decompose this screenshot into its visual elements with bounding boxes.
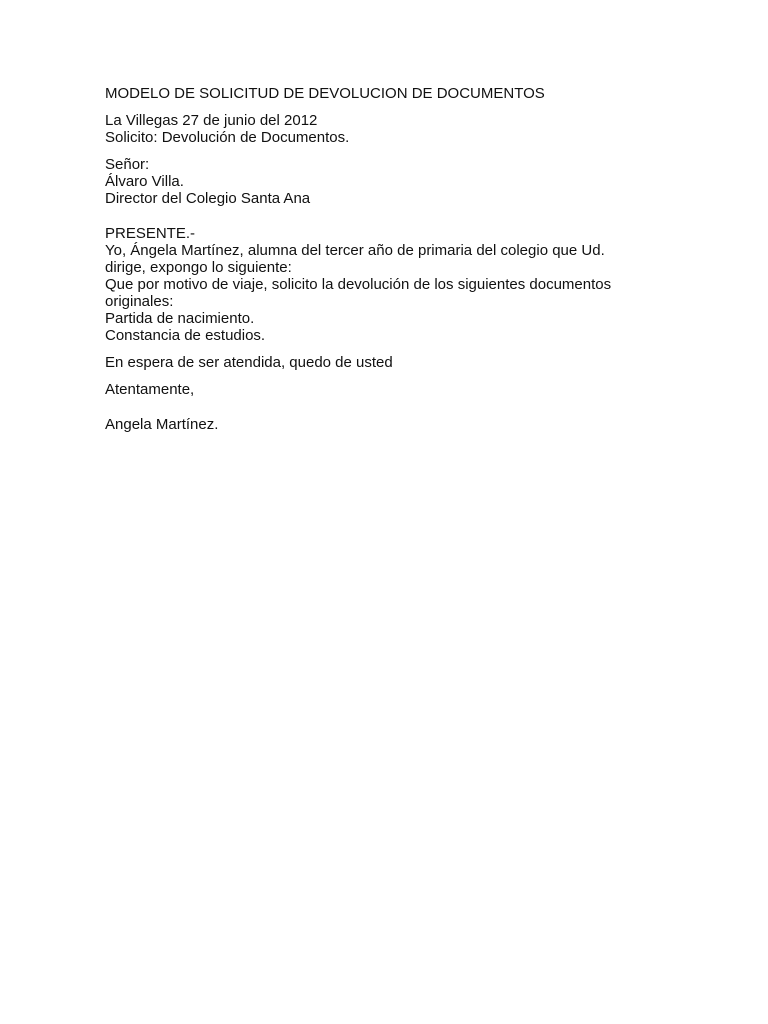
recipient-salutation: Señor:	[105, 156, 150, 173]
opening-line: PRESENTE.-	[105, 225, 196, 242]
recipient-position: Director del Colegio Santa Ana	[105, 190, 311, 207]
body-line: Que por motivo de viaje, solicito la devolución de los siguientes documentos	[105, 276, 612, 293]
letter-document	[105, 85, 705, 433]
date-line: La Villegas 27 de junio del 2012	[105, 112, 318, 129]
signature: Angela Martínez.	[105, 416, 219, 433]
recipient-name: Álvaro Villa.	[105, 173, 184, 190]
closing-line: En espera de ser atendida, quedo de usted	[105, 354, 393, 371]
body-line: dirige, expongo lo siguiente:	[105, 259, 292, 276]
document-title: MODELO DE SOLICITUD DE DEVOLUCION DE DOCUMENTOS	[105, 85, 545, 102]
body-line: Yo, Ángela Martínez, alumna del tercer año de primaria del colegio que Ud.	[105, 242, 605, 259]
subject-line: Solicito: Devolución de Documentos.	[105, 129, 350, 146]
farewell: Atentamente,	[105, 381, 195, 398]
body-line: Constancia de estudios.	[105, 327, 266, 344]
body-line: originales:	[105, 293, 174, 310]
body-line: Partida de nacimiento.	[105, 310, 255, 327]
